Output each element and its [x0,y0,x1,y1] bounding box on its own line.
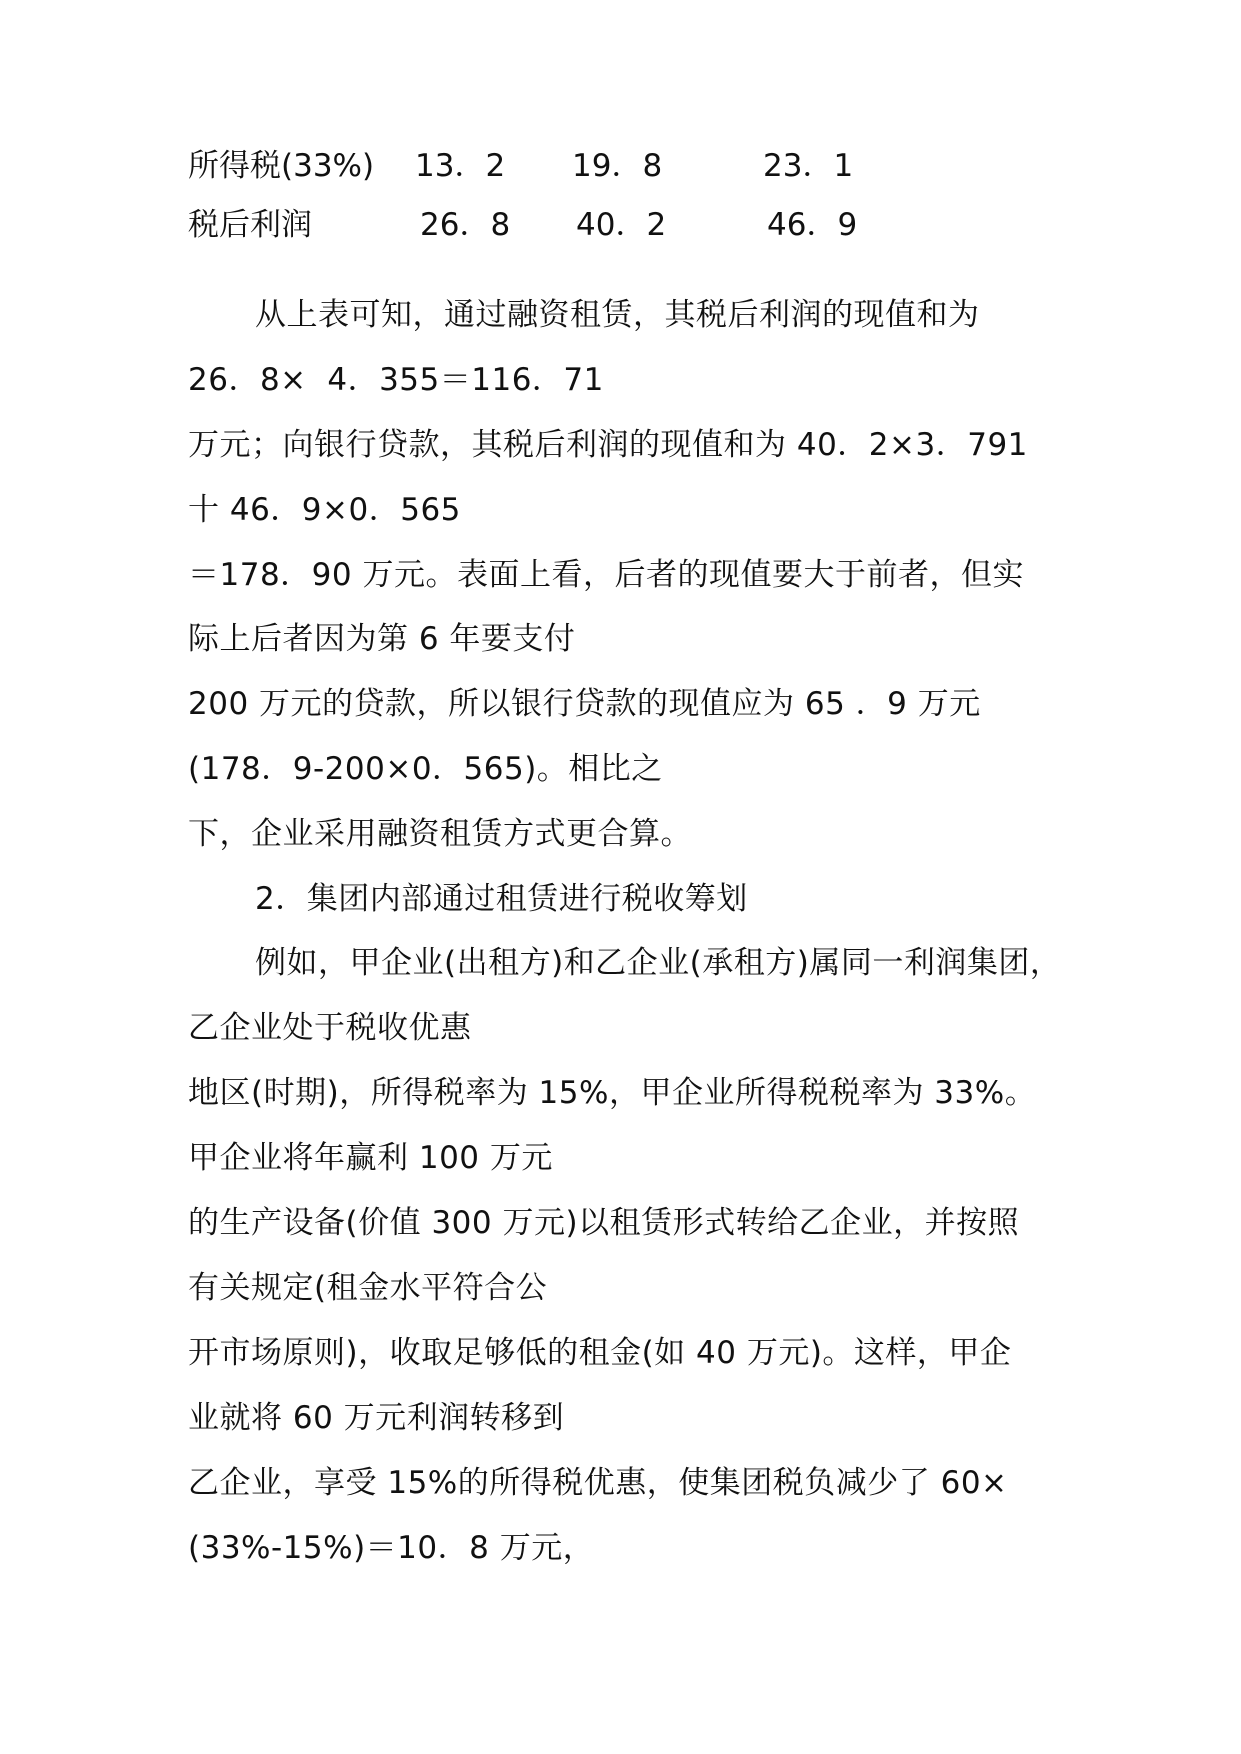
text-line: 甲企业将年赢利 100 万元 [188,1140,553,1176]
text-line: 万元；向银行贷款，其税后利润的现值和为 40．2×3．791 [188,427,1028,463]
text-line: 乙企业处于税收优惠 [188,1010,472,1046]
row-label: 税后利润 [188,207,312,243]
row-value: 23．1 [763,148,854,184]
text-line: ＝178．90 万元。表面上看，后者的现值要大于前者，但实 [188,557,1024,593]
text-line: 业就将 60 万元利润转移到 [188,1400,565,1436]
text-line: (178．9-200×0．565)。相比之 [188,751,663,787]
text-line: 下，企业采用融资租赁方式更合算。 [188,816,692,852]
row-value: 46．9 [767,207,858,243]
text-line: 乙企业，享受 15%的所得税优惠，使集团税负减少了 60× [188,1465,1008,1501]
text-line: (33%-15%)＝10．8 万元， [188,1530,595,1566]
row-label: 所得税(33%) [188,148,375,184]
text-line: 200 万元的贷款，所以银行贷款的现值应为 65 ．9 万元 [188,686,981,722]
text-line: 开市场原则)，收取足够低的租金(如 40 万元)。这样，甲企 [188,1335,1012,1371]
text-line: 十 46．9×0．565 [188,492,461,528]
text-line: 地区(时期)，所得税率为 15%，甲企业所得税税率为 33%。 [188,1075,1037,1111]
text-line: 26．8× 4．355＝116．71 [188,362,604,398]
text-line: 有关规定(租金水平符合公 [188,1270,548,1306]
text-line: 的生产设备(价值 300 万元)以租赁形式转给乙企业，并按照 [188,1205,1020,1241]
text-line: 际上后者因为第 6 年要支付 [188,621,576,657]
row-value: 19．8 [572,148,663,184]
section-heading: 2．集团内部通过租赁进行税收筹划 [255,881,748,917]
text-line: 从上表可知，通过融资租赁，其税后利润的现值和为 [255,297,980,333]
row-value: 13．2 [415,148,506,184]
text-line: 例如，甲企业(出租方)和乙企业(承租方)属同一利润集团， [255,945,1062,981]
row-value: 40．2 [576,207,667,243]
row-value: 26．8 [420,207,511,243]
